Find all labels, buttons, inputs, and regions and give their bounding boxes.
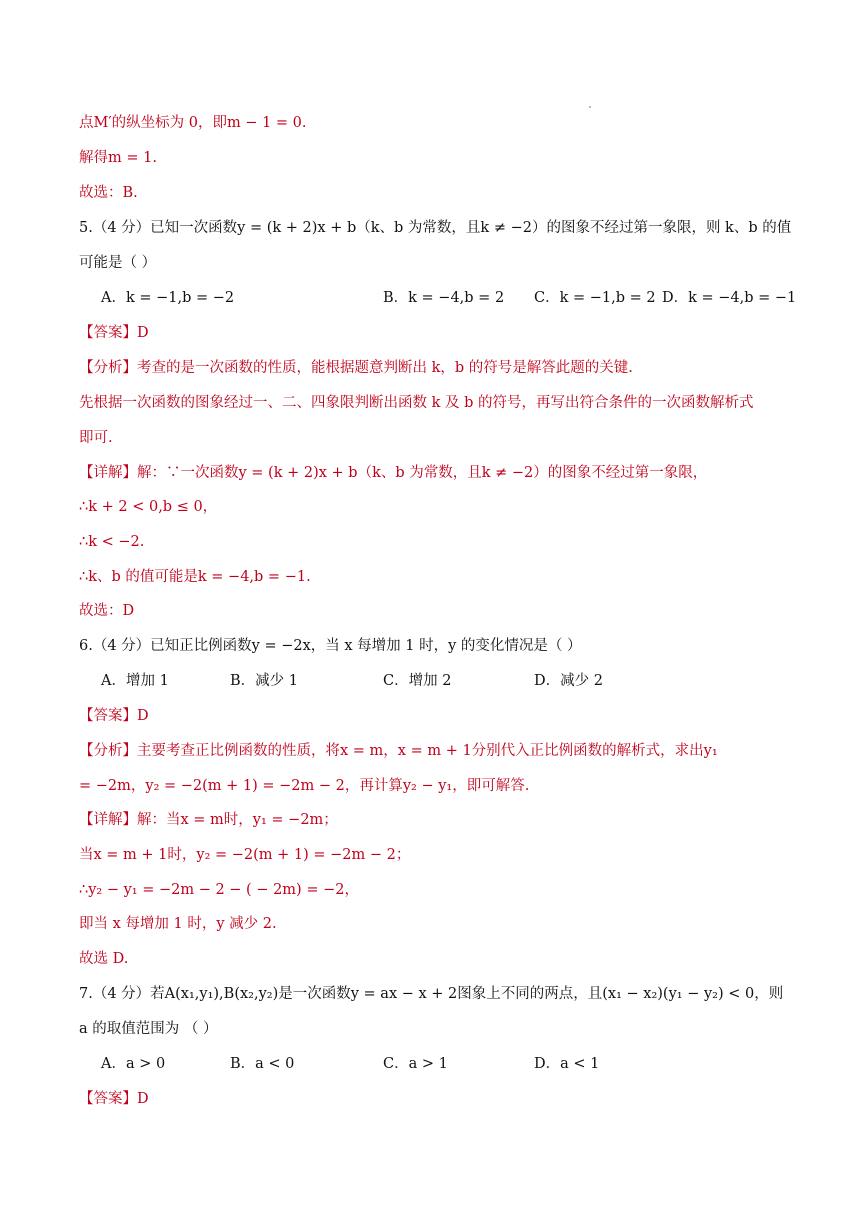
q6-analysis: 【分析】主要考查正比例函数的性质，将x = m，x = m + 1分别代入正比例函数的解析式，求出y₁ bbox=[79, 743, 718, 759]
q5-option-a: A．k = −1,b = −2 bbox=[101, 290, 235, 306]
q6-detail: 故选 D. bbox=[79, 951, 129, 967]
q5-detail: 故选：D bbox=[79, 603, 135, 619]
q6-detail: ∴y₂ − y₁ = −2m − 2 − ( − 2m) = −2， bbox=[79, 882, 359, 898]
question-6-stem: 6.（4 分）已知正比例函数y = −2x，当 x 每增加 1 时，y 的变化情况是（ ） bbox=[79, 638, 582, 654]
q6-option-b: B．减少 1 bbox=[230, 673, 298, 689]
scan-speck bbox=[589, 106, 591, 108]
q6-analysis: = −2m，y₂ = −2(m + 1) = −2m − 2，再计算y₂ − y₁，即可解答. bbox=[79, 778, 530, 794]
q5-detail: ∴k + 2 < 0,b ≤ 0， bbox=[79, 499, 218, 515]
q5-analysis: 先根据一次函数的图象经过一、二、四象限判断出函数 k 及 b 的符号，再写出符合条件的一次函数解析式 bbox=[79, 395, 754, 411]
q6-detail: 即当 x 每增加 1 时，y 减少 2. bbox=[79, 916, 277, 932]
solution-line: 解得m = 1. bbox=[79, 150, 157, 166]
q5-option-b: B．k = −4,b = 2 bbox=[383, 290, 505, 306]
choice-line: 故选：B. bbox=[79, 185, 138, 201]
q7-option-d: D．a < 1 bbox=[534, 1056, 600, 1072]
question-5-stem: 5.（4 分）已知一次函数y = (k + 2)x + b（k、b 为常数，且k ≠ −2）的图象不经过第一象限，则 k、b 的值 bbox=[79, 220, 792, 236]
q5-answer: 【答案】D bbox=[79, 325, 149, 341]
q7-option-c: C．a > 1 bbox=[383, 1056, 448, 1072]
question-7-stem: 7.（4 分）若A(x₁,y₁),B(x₂,y₂)是一次函数y = ax − x + 2图象上不同的两点，且(x₁ − x₂)(y₁ − y₂) < 0，则 bbox=[79, 986, 784, 1002]
q7-option-b: B．a < 0 bbox=[230, 1056, 295, 1072]
q5-detail: 【详解】解：∵一次函数y = (k + 2)x + b（k、b 为常数，且k ≠ −2）的图象不经过第一象限， bbox=[79, 465, 708, 481]
q6-option-c: C．增加 2 bbox=[383, 673, 452, 689]
q6-detail: 当x = m + 1时，y₂ = −2(m + 1) = −2m − 2； bbox=[79, 847, 411, 863]
q5-detail: ∴k、b 的值可能是k = −4,b = −1. bbox=[79, 569, 311, 585]
q6-answer: 【答案】D bbox=[79, 708, 149, 724]
q6-detail: 【详解】解：当x = m时，y₁ = −2m； bbox=[79, 812, 338, 828]
question-7-stem-cont: a 的取值范围为 （ ） bbox=[79, 1021, 218, 1037]
solution-line: 点M′的纵坐标为 0，即m − 1 = 0. bbox=[79, 115, 307, 131]
q6-option-a: A．增加 1 bbox=[101, 673, 169, 689]
q5-analysis: 即可. bbox=[79, 430, 113, 446]
q5-option-c: C．k = −1,b = 2 bbox=[534, 290, 656, 306]
q5-analysis: 【分析】考查的是一次函数的性质，能根据题意判断出 k，b 的符号是解答此题的关键. bbox=[79, 360, 633, 376]
q7-answer: 【答案】D bbox=[79, 1091, 149, 1107]
q5-detail: ∴k < −2. bbox=[79, 534, 145, 550]
q7-option-a: A．a > 0 bbox=[101, 1056, 166, 1072]
q5-option-d: D．k = −4,b = −1 bbox=[662, 290, 797, 306]
q6-option-d: D．减少 2 bbox=[534, 673, 603, 689]
question-5-stem-cont: 可能是（ ） bbox=[79, 255, 157, 271]
